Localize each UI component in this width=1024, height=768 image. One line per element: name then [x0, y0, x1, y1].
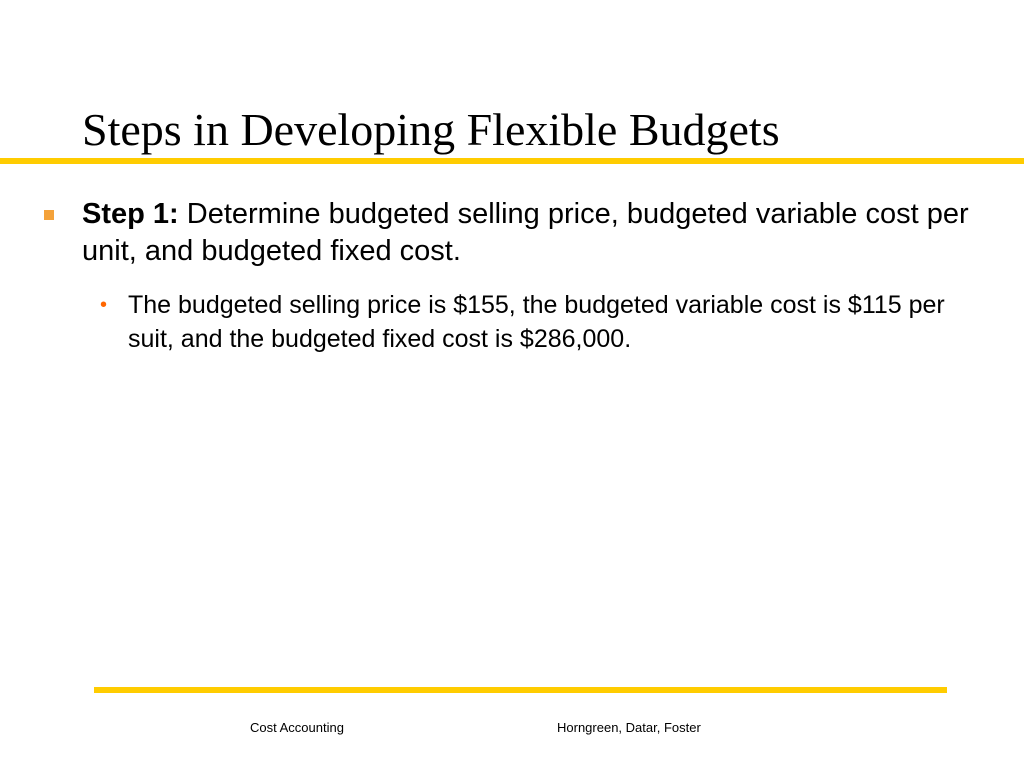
sub-bullet-text: The budgeted selling price is $155, the budgeted variable cost is $115 per suit, and the budgeted fixed cost is $286,000.: [128, 291, 945, 353]
square-bullet-icon: [44, 210, 54, 220]
title-divider: [0, 158, 1024, 164]
footer-authors: Horngreen, Datar, Foster: [557, 720, 701, 735]
bullet-text: Determine budgeted selling price, budgeted variable cost per unit, and budgeted fixed cost.: [82, 198, 969, 267]
footer-course-name: Cost Accounting: [250, 720, 344, 735]
footer-divider: [94, 687, 947, 693]
bullet-item-step-1: [82, 196, 982, 270]
dot-bullet-icon: •: [100, 294, 108, 316]
sub-bullet-item: [100, 288, 958, 356]
bullet-lead-label: Step 1:: [82, 198, 179, 230]
slide-title: Steps in Developing Flexible Budgets: [82, 104, 780, 155]
